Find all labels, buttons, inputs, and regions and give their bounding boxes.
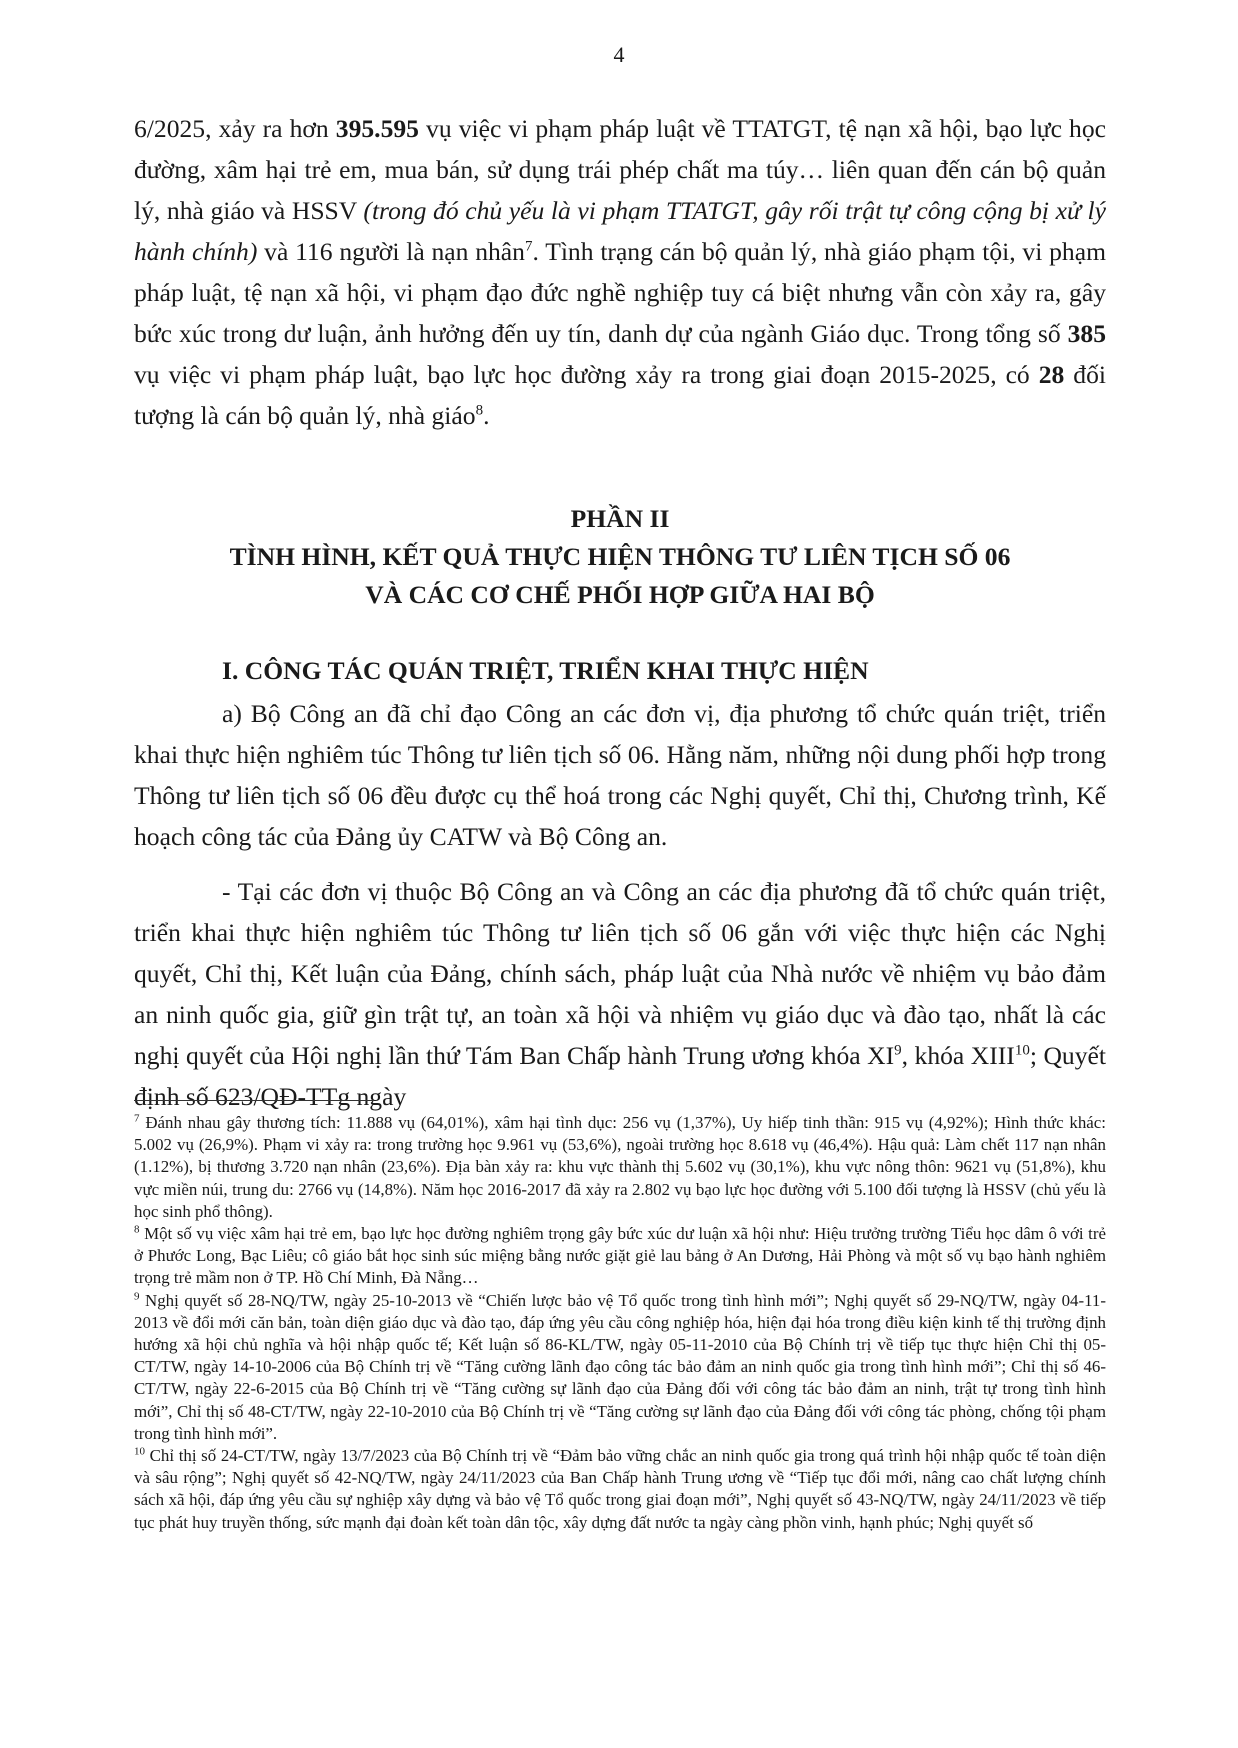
footnote-9: $^9$ Nghị quyết số 28-NQ/TW, ngày 25-10-2013 về “Chiến lược bảo vệ Tổ quốc trong tình hình mới”; Nghị quyết số 29-NQ/TW, ngày 04-11-2013 về đổi mới căn bản, toàn diện giáo dục và đào tạo, đáp ứng yêu cầu công nghiệp hóa, hiện đại hóa trong điều kiện kinh tế thị trường định hướng xã hội chủ nghĩa và hội nhập quốc tế; Kết luận số 86-KL/TW, ngày 05-11-2010 của Bộ Chính trị về tiếp tục thực hiện Chỉ thị 05-CT/TW, ngày 14-10-2006 của Bộ Chính trị về “Tăng cường lãnh đạo công tác bảo đảm an ninh quốc gia trong tình hình mới”; Chỉ thị số 46-CT/TW, ngày 22-6-2015 của Bộ Chính trị về “Tăng cường sự lãnh đạo của Đảng đối với công tác bảo đảm an ninh, trật tự trong tình hình mới”, Chỉ thị số 48-CT/TW, ngày 22-10-2010 của Bộ Chính trị về “Tăng cường sự lãnh đạo của Đảng đối với công tác phòng, chống tội phạm trong tình hình mới”. (134, 1290, 1106, 1443)
part-subtitle-line-1: TÌNH HÌNH, KẾT QUẢ THỰC HIỆN THÔNG TƯ LIÊN TỊCH SỐ 06 (229, 542, 1011, 571)
section-1 (134, 650, 1106, 1117)
footnote-8: $^8$ Một số vụ việc xâm hại trẻ em, bạo lực học đường nghiêm trọng gây bức xúc dư luận xã hội như: Hiệu trưởng trường Tiểu học dâm ô với trẻ ở Phước Long, Bạc Liêu; cô giáo bắt học sinh súc miệng bằng nước giặt giẻ lau bảng ở An Dương, Hải Phòng và một số vụ bạo hành nghiêm trọng trẻ mầm non ở TP. Hồ Chí Minh, Đà Nẵng… (134, 1223, 1106, 1288)
subject-count: 28 (1038, 360, 1065, 389)
part-heading (134, 500, 1106, 614)
intro-body (134, 108, 1106, 436)
footnote-10: $^{10}$ Chỉ thị số 24-CT/TW, ngày 13/7/2023 của Bộ Chính trị về “Đảm bảo vững chắc an ninh quốc gia trong quá trình hội nhập quốc tế toàn diện và sâu rộng”; Nghị quyết số 42-NQ/TW, ngày 24/11/2023 của Ban Chấp hành Trung ương về “Tiếp tục đổi mới, nâng cao chất lượng chính sách xã hội, đáp ứng yêu cầu sự nghiệp xây dựng và bảo vệ Tổ quốc trong giai đoạn mới”, Nghị quyết số 43-NQ/TW, ngày 24/11/2023 về tiếp tục phát huy truyền thống, sức mạnh đại đoàn kết toàn dân tộc, xây dựng đất nước ta ngày càng phồn vinh, hạnh phúc; Nghị quyết số (134, 1445, 1106, 1532)
footnote-ref-8[interactable]: 8 (475, 402, 484, 419)
part-title: PHẦN II (570, 504, 670, 533)
footnote-ref-10[interactable]: 10 (1014, 1042, 1030, 1059)
footnotes (134, 1112, 1106, 1534)
paragraph-b: - Tại các đơn vị thuộc Bộ Công an và Công an các địa phương đã tổ chức quán triệt, triển khai thực hiện nghiêm túc Thông tư liên tịch số 06 gắn với việc thực hiện các Nghị quyết, Chỉ thị, Kết luận của Đảng, chính sách, pháp luật của Nhà nước về nhiệm vụ bảo đảm an ninh quốc gia, giữ gìn trật tự, an toàn xã hội và nhiệm vụ giáo dục và đào tạo, nhất là các nghị quyết của Hội nghị lần thứ Tám Ban Chấp hành Trung ương khóa $XI^9$, khóa XIII$^{10}$; Quyết định số 623/QĐ-TTg ngày (134, 877, 1106, 1111)
footnote-ref-7[interactable]: 7 (524, 238, 533, 255)
footnote-ref-9[interactable]: 9 (894, 1042, 902, 1059)
section-title: I. CÔNG TÁC QUÁN TRIỆT, TRIỂN KHAI THỰC HIỆN (222, 656, 869, 685)
violation-count: 395.595 (335, 114, 419, 143)
intro-paragraph: 6/2025, xảy ra hơn 395.595 vụ việc vi phạm pháp luật về TTATGT, tệ nạn xã hội, bạo lực học đường, xâm hại trẻ em, mua bán, sử dụng trái phép chất ma túy… liên quan đến cán bộ quản lý, nhà giáo và HSSV (trong đó chủ yếu là vi phạm TTATGT, gây rối trật tự công cộng bị xử lý hành chính) và 116 người là nạn nhân$^7$. Tình trạng cán bộ quản lý, nhà giáo phạm tội, vi phạm pháp luật, tệ nạn xã hội, vi phạm đạo đức nghề nghiệp tuy cá biệt nhưng vẫn còn xảy ra, gây bức xúc trong dư luận, ảnh hưởng đến uy tín, danh dự của ngành Giáo dục. Trong tổng số 385 vụ việc vi phạm pháp luật, bạo lực học đường xảy ra trong giai đoạn 2015-2025, có 28 đối tượng là cán bộ quản lý, nhà giáo$^8$. (134, 114, 1106, 430)
page-number: 4 (613, 42, 625, 67)
part-subtitle-line-2: VÀ CÁC CƠ CHẾ PHỐI HỢP GIỮA HAI BỘ (365, 580, 875, 609)
case-count: 385 (1067, 319, 1106, 348)
footnote-7: $^7$ Đánh nhau gây thương tích: 11.888 vụ (64,01%), xâm hại tình dục: 256 vụ (1,37%), Uy hiếp tinh thần: 915 vụ (4,92%); Hình thức khác: 5.002 vụ (26,9%). Phạm vi xảy ra: trong trường học 9.961 vụ (53,6%), ngoài trường học 8.618 vụ (46,4%). Hậu quả: Làm chết 117 nạn nhân (1.12%), bị thương 3.720 nạn nhân (23,6%). Địa bàn xảy ra: khu vực thành thị 5.602 vụ (30,1%), khu vực nông thôn: 9621 vụ (51,8%), khu vực miền núi, trung du: 2766 vụ (14,8%). Năm học 2016-2017 đã xảy ra 2.802 vụ bạo lực học đường với 5.100 đối tượng là HSSV (chủ yếu là học sinh phổ thông). (134, 1112, 1106, 1221)
paragraph-a: a) Bộ Công an đã chỉ đạo Công an các đơn vị, địa phương tổ chức quán triệt, triển khai thực hiện nghiêm túc Thông tư liên tịch số 06. Hằng năm, những nội dung phối hợp trong Thông tư liên tịch số 06 đều được cụ thể hoá trong các Nghị quyết, Chỉ thị, Chương trình, Kế hoạch công tác của Đảng ủy CATW và Bộ Công an. (134, 699, 1106, 851)
footnote-divider (134, 1100, 374, 1101)
italic-note: (trong đó chủ yếu là vi phạm TTATGT, gây rối trật tự công cộng bị xử lý hành chính) (134, 196, 1106, 266)
